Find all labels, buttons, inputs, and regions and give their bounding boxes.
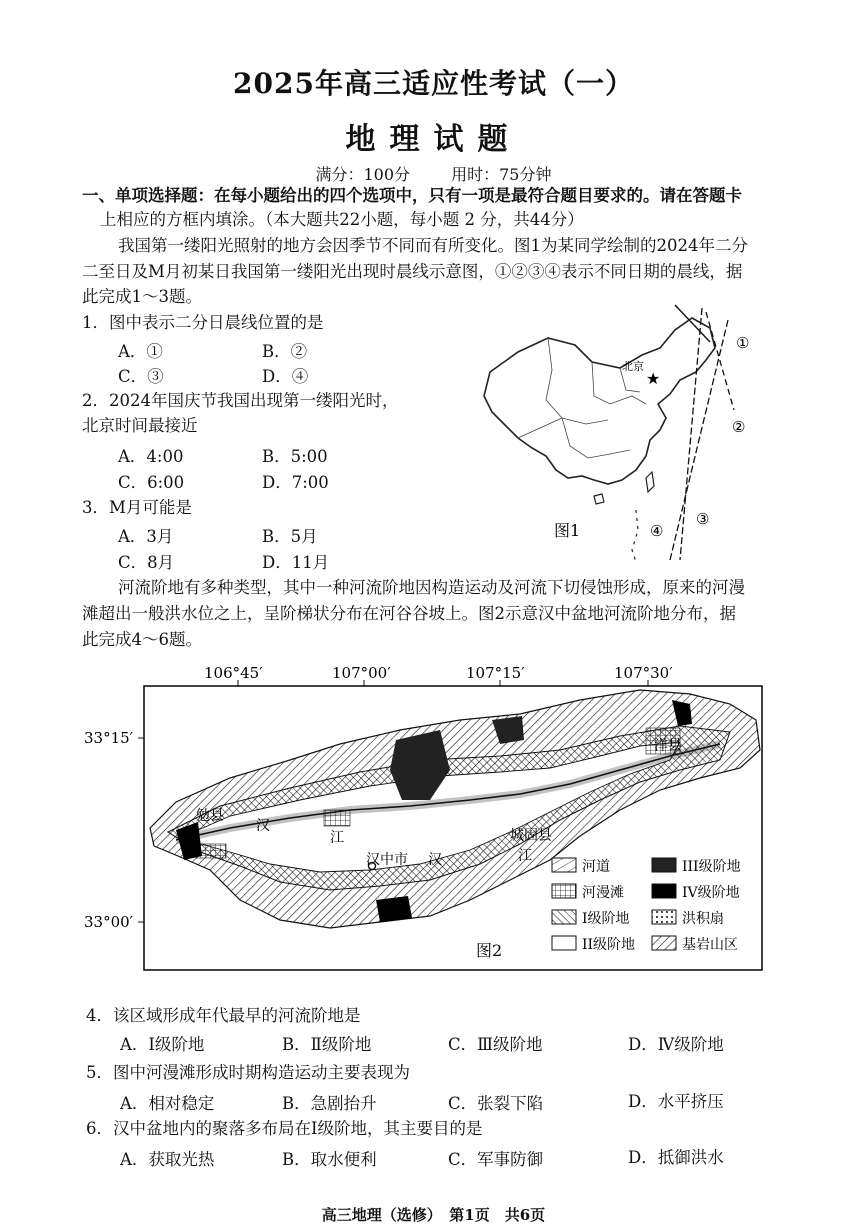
q2-option-d: D．7:00 xyxy=(262,473,329,492)
q1-stem: 1．图中表示二分日晨线位置的是 xyxy=(82,313,324,332)
q2-option-c: C．6:00 xyxy=(118,473,185,492)
subject-title: 地理试题 xyxy=(345,122,522,157)
figure1-map xyxy=(470,300,770,570)
legend-terrace-3: III级阶地 xyxy=(682,859,741,875)
lat-tick-2: 33°00′ xyxy=(84,913,134,931)
passage1-line1: 我国第一缕阳光照射的地方会因季节不同而有所变化。图1为某同学绘制的2024年二分 xyxy=(118,236,748,255)
exam-meta xyxy=(0,162,867,185)
passage2-line3: 此完成4～6题。 xyxy=(82,630,202,649)
beijing-label: 北京 xyxy=(622,360,644,373)
legend-river: 河道 xyxy=(582,859,610,875)
figure1-caption: 图1 xyxy=(554,521,581,540)
hainan-outline xyxy=(594,494,604,504)
legend-terrace-1: I级阶地 xyxy=(582,911,630,927)
floodplain-patch xyxy=(324,810,350,826)
legend-terrace-4: IV级阶地 xyxy=(682,885,740,901)
line-label-1: ① xyxy=(736,334,750,352)
legend-bedrock: 基岩山区 xyxy=(682,937,738,953)
passage2-line1: 河流阶地有多种类型，其中一种河流阶地因构造运动及河流下切侵蚀形成，原来的河漫 xyxy=(118,578,745,597)
q5-option-d: D．水平挤压 xyxy=(628,1092,724,1111)
legend-swatch-terrace-1 xyxy=(552,910,576,924)
legend-swatch-alluvial-fan xyxy=(652,910,676,924)
line-label-4: ④ xyxy=(650,522,664,540)
place-jiang-2: 江 xyxy=(518,848,532,864)
q5-option-a: A．相对稳定 xyxy=(120,1094,215,1113)
q2-stem-cont: 北京时间最接近 xyxy=(82,416,198,435)
legend-swatch-floodplain xyxy=(552,884,576,898)
page-footer: 高三地理（选修） 第1页 共6页 xyxy=(321,1206,546,1224)
exam-title: 2025年高三适应性考试（一） xyxy=(233,67,634,100)
q1-option-b: B．② xyxy=(262,342,308,361)
line-label-3: ③ xyxy=(696,510,710,528)
q1-option-d: D．④ xyxy=(262,367,309,386)
q2-stem: 2．2024年国庆节我国出现第一缕阳光时， xyxy=(82,391,399,410)
place-mianxian: 勉县 xyxy=(196,808,224,824)
q6-stem: 6．汉中盆地内的聚落多布局在Ⅰ级阶地，其主要目的是 xyxy=(86,1119,483,1138)
q6-option-b: B．取水便利 xyxy=(282,1150,377,1169)
q2-option-b: B．5:00 xyxy=(262,447,328,466)
q4-stem: 4．该区域形成年代最早的河流阶地是 xyxy=(86,1006,361,1025)
q6-option-a: A．获取光热 xyxy=(120,1150,215,1169)
place-han-1: 汉 xyxy=(256,818,270,834)
place-chenggu: 城固县 xyxy=(510,828,552,844)
figure2-legend xyxy=(552,858,741,953)
q4-option-c: C．Ⅲ级阶地 xyxy=(448,1035,543,1054)
legend-terrace-2: II级阶地 xyxy=(582,937,636,953)
lon-tick-2: 107°00′ xyxy=(332,664,391,682)
q1-option-a: A．① xyxy=(118,342,163,361)
passage1-line2: 二至日及M月初某日我国第一缕阳光出现时晨线示意图，①②③④表示不同日期的晨线，据 xyxy=(82,262,743,281)
q4-option-a: A．Ⅰ级阶地 xyxy=(120,1035,205,1054)
legend-swatch-terrace-4 xyxy=(652,884,676,898)
lon-tick-4: 107°30′ xyxy=(614,664,673,682)
dawn-line-1 xyxy=(675,305,710,342)
q6-option-c: C．军事防御 xyxy=(448,1150,544,1169)
q1-option-c: C．③ xyxy=(118,367,164,386)
q5-option-c: C．张裂下陷 xyxy=(448,1094,544,1113)
lon-tick-3: 107°15′ xyxy=(466,664,525,682)
legend-swatch-terrace-2 xyxy=(552,936,576,950)
q4-option-d: D．Ⅳ级阶地 xyxy=(628,1035,724,1054)
full-score: 满分：100分 xyxy=(315,165,411,184)
figure2-caption: 图2 xyxy=(476,941,503,960)
q3-option-c: C．8月 xyxy=(118,553,175,572)
dawn-line-2 xyxy=(706,312,734,410)
duration: 用时：75分钟 xyxy=(451,165,552,184)
q4-option-b: B．Ⅱ级阶地 xyxy=(282,1035,372,1054)
beijing-star-icon: ★ xyxy=(646,369,661,388)
place-hanzhong: 汉中市 xyxy=(366,852,408,868)
line-label-2: ② xyxy=(732,418,746,436)
q6-option-d: D．抵御洪水 xyxy=(628,1148,724,1167)
passage2-line2: 滩超出一般洪水位之上，呈阶梯状分布在河谷谷坡上。图2示意汉中盆地河流阶地分布，据 xyxy=(82,604,736,623)
passage1-line3: 此完成1～3题。 xyxy=(82,287,202,306)
legend-swatch-bedrock xyxy=(652,936,676,950)
q2-option-a: A．4:00 xyxy=(118,447,184,466)
q3-stem: 3．M月可能是 xyxy=(82,498,192,517)
figure2-map xyxy=(80,660,780,980)
q3-option-a: A．3月 xyxy=(118,527,174,546)
terrace-4-patch xyxy=(376,896,412,922)
taiwan-outline xyxy=(646,472,654,492)
q3-option-b: B．5月 xyxy=(262,527,318,546)
legend-alluvial-fan: 洪积扇 xyxy=(682,911,724,927)
lon-tick-1: 106°45′ xyxy=(204,664,263,682)
place-jiang-1: 江 xyxy=(330,830,344,846)
legend-floodplain: 河漫滩 xyxy=(582,885,624,901)
q5-option-b: B．急剧抬升 xyxy=(282,1094,377,1113)
legend-swatch-terrace-3 xyxy=(652,858,676,872)
lat-tick-1: 33°15′ xyxy=(84,729,134,747)
q5-stem: 5．图中河漫滩形成时期构造运动主要表现为 xyxy=(86,1063,410,1082)
place-han-2: 汉 xyxy=(428,852,442,868)
q3-option-d: D．11月 xyxy=(262,553,330,572)
place-yangxian: 洋县 xyxy=(654,738,682,754)
legend-swatch-river xyxy=(552,858,576,872)
section-heading-cont: 上相应的方框内填涂。（本大题共22小题，每小题 2 分，共44分） xyxy=(100,210,584,229)
section-heading: 一、单项选择题：在每小题给出的四个选项中，只有一项是最符合题目要求的。请在答题卡 xyxy=(82,186,742,205)
